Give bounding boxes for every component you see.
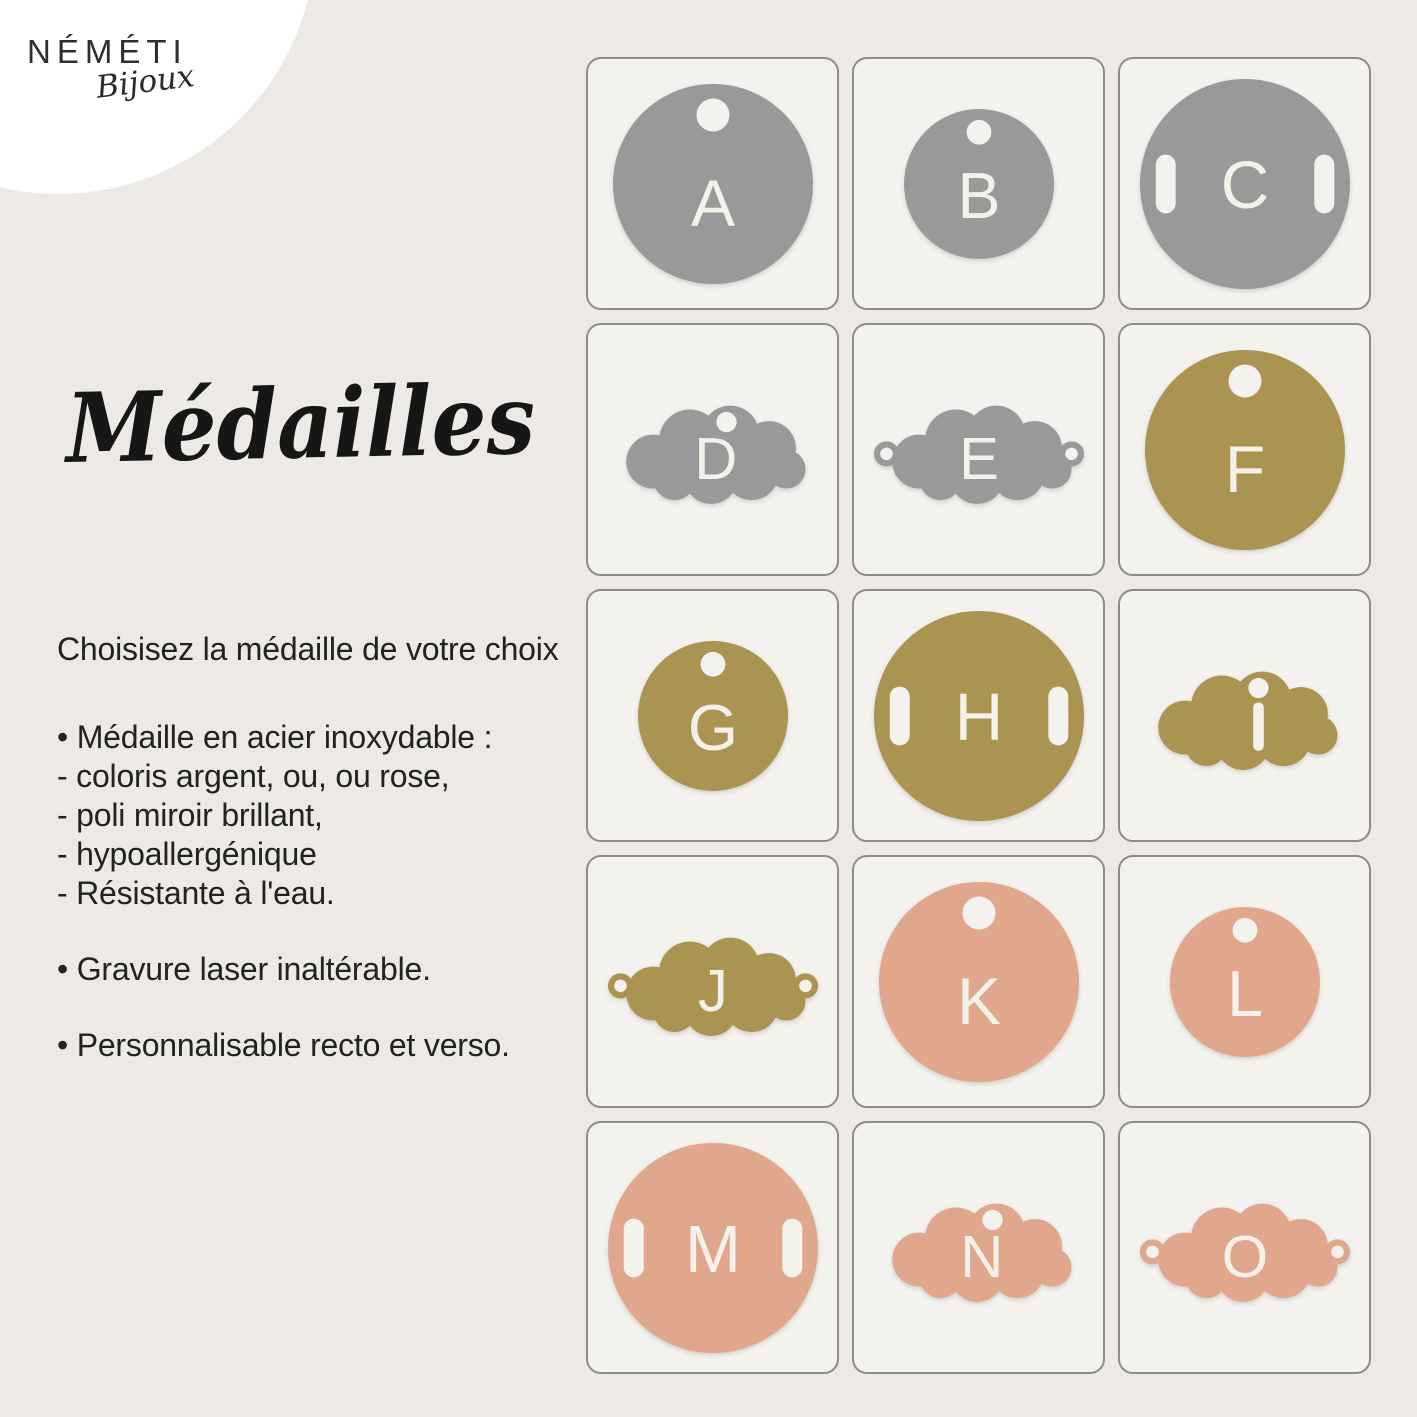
brand-name: NÉMÉTI bbox=[27, 33, 188, 70]
medal-g-graphic bbox=[638, 641, 788, 791]
medal-i-graphic bbox=[1139, 658, 1351, 774]
medal-cell-g bbox=[586, 589, 839, 842]
svg-text:K: K bbox=[956, 963, 1001, 1038]
medal-d-graphic bbox=[607, 392, 819, 508]
medal-cell-e bbox=[852, 323, 1105, 576]
feature-line: - hypoallergénique bbox=[57, 836, 317, 872]
feature-line: - Résistante à l'eau. bbox=[57, 875, 335, 911]
medal-grid bbox=[586, 57, 1371, 1374]
description-block bbox=[57, 630, 617, 1065]
svg-text:L: L bbox=[1226, 957, 1263, 1030]
features-list bbox=[57, 718, 617, 913]
medal-e-graphic bbox=[873, 392, 1085, 508]
medal-o-graphic bbox=[1139, 1190, 1351, 1306]
feature-line: - poli miroir brillant, bbox=[57, 797, 323, 833]
svg-text:G: G bbox=[687, 691, 738, 764]
svg-text:J: J bbox=[697, 956, 728, 1024]
medal-f-graphic bbox=[1145, 350, 1345, 550]
medal-a-graphic bbox=[613, 84, 813, 284]
svg-text:D: D bbox=[693, 424, 737, 492]
medal-j-graphic bbox=[607, 924, 819, 1040]
medal-cell-d bbox=[586, 323, 839, 576]
svg-text:M: M bbox=[684, 1211, 741, 1287]
medal-k-graphic bbox=[879, 882, 1079, 1082]
feature-line: • Médaille en acier inoxydable : bbox=[57, 719, 493, 755]
svg-text:C: C bbox=[1220, 147, 1269, 223]
svg-text:F: F bbox=[1224, 431, 1265, 506]
medal-cell-m bbox=[586, 1121, 839, 1374]
medal-m-graphic bbox=[608, 1143, 818, 1353]
medal-cell-f bbox=[1118, 323, 1371, 576]
svg-text:B: B bbox=[956, 159, 1001, 232]
medal-n-graphic bbox=[873, 1190, 1085, 1306]
medal-l-graphic bbox=[1170, 907, 1320, 1057]
medal-cell-k bbox=[852, 855, 1105, 1108]
bullet-perso: • Personnalisable recto et verso. bbox=[57, 1027, 510, 1063]
medal-cell-l bbox=[1118, 855, 1371, 1108]
medal-cell-c bbox=[1118, 57, 1371, 310]
medal-cell-b bbox=[852, 57, 1105, 310]
medal-cell-h bbox=[852, 589, 1105, 842]
medal-cell-n bbox=[852, 1121, 1105, 1374]
page-title: Médailles bbox=[65, 362, 536, 485]
svg-text:O: O bbox=[1221, 1222, 1268, 1290]
medal-cell-i bbox=[1118, 589, 1371, 842]
svg-text:H: H bbox=[954, 679, 1003, 755]
medal-c-graphic bbox=[1140, 79, 1350, 289]
medal-cell-o bbox=[1118, 1121, 1371, 1374]
bullet-laser: • Gravure laser inaltérable. bbox=[57, 951, 431, 987]
medal-b-graphic bbox=[904, 109, 1054, 259]
brand-subtitle: Bijoux bbox=[94, 58, 197, 106]
medal-h-graphic bbox=[874, 611, 1084, 821]
medal-cell-a bbox=[586, 57, 839, 310]
intro-text: Choisisez la médaille de votre choix bbox=[57, 631, 559, 667]
svg-text:N: N bbox=[959, 1222, 1003, 1290]
feature-line: - coloris argent, ou, ou rose, bbox=[57, 758, 450, 794]
medal-cell-j bbox=[586, 855, 839, 1108]
svg-text:A: A bbox=[690, 165, 735, 240]
svg-text:E: E bbox=[958, 424, 999, 492]
